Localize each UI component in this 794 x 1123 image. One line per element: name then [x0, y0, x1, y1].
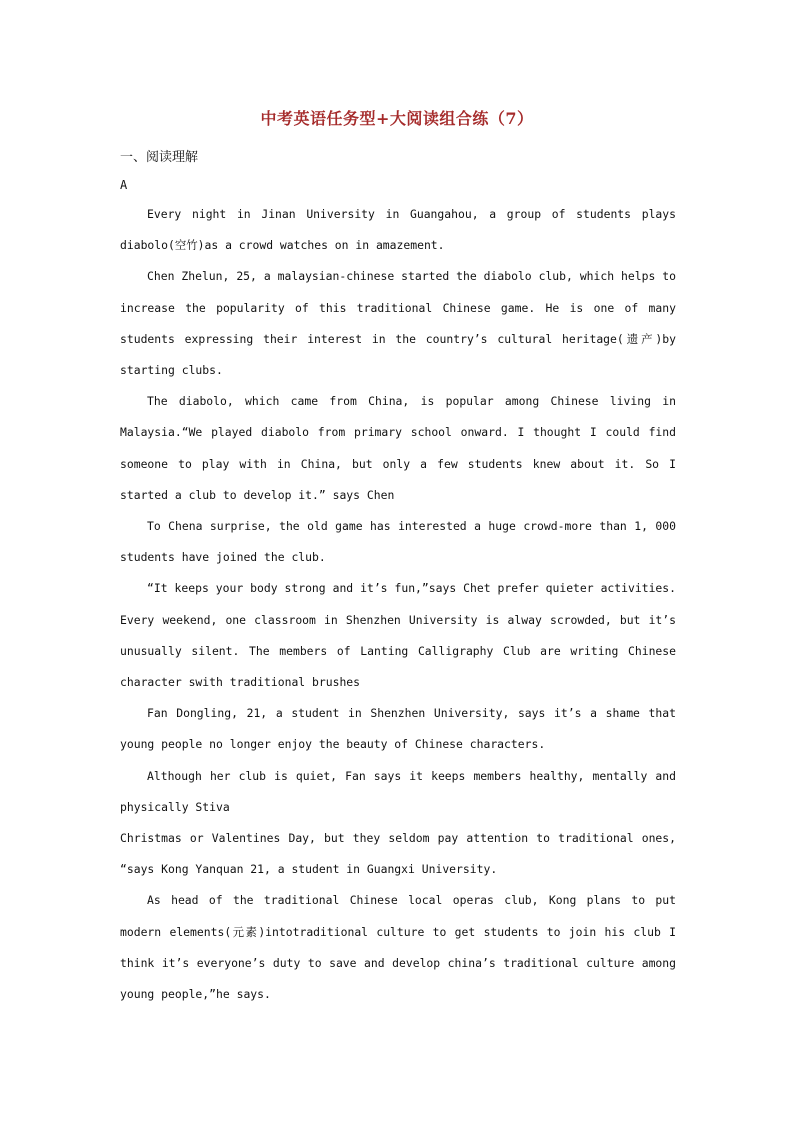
paragraph: Chen Zhelun, 25, a malaysian-chinese started the diabolo club, which helps to increase the popularity of this traditional Chinese game. He is one of many students expressing their interest in the country’s cultural heritage(遗产)by starting clubs.	[120, 269, 676, 378]
section-heading: 一、阅读理解	[120, 150, 199, 165]
paragraph: Fan Dongling, 21, a student in Shenzhen University, says it’s a shame that young people no longer enjoy the beauty of Chinese characters.	[120, 706, 676, 752]
paragraph: To Chena surprise, the old game has interested a huge crowd-more than 1, 000 students have joined the club.	[120, 519, 676, 565]
paragraph: Christmas or Valentines Day, but they seldom pay attention to traditional ones, “says Kong Yanquan 21, a student in Guangxi University.	[120, 831, 676, 877]
paragraph: Every night in Jinan University in Guangahou, a group of students plays diabolo(空竹)as a crowd watches on in amazement.	[120, 207, 676, 253]
paragraph: The diabolo, which came from China, is popular among Chinese living in Malaysia.“We played diabolo from primary school onward. I thought I could find someone to play with in China, but only a few students knew about it. So I started a club to develop it.” says Chen	[120, 394, 676, 502]
passage-body	[120, 199, 676, 1010]
page-title: 中考英语任务型+大阅读组合练（7）	[260, 109, 534, 128]
paragraph: As head of the traditional Chinese local operas club, Kong plans to put modern elements(元素)intotraditional culture to get students to join his club I think it’s everyone’s duty to save and develop china’s traditional culture among young people,”he says.	[120, 893, 676, 1002]
paragraph: Although her club is quiet, Fan says it keeps members healthy, mentally and physically Stiva	[120, 768, 676, 814]
passage-label: A	[120, 178, 128, 192]
paragraph: “It keeps your body strong and it’s fun,”says Chet prefer quieter activities. Every weekend, one classroom in Shenzhen University is alway scrowded, but it’s unusually silent. The members of Lanting Calligraphy Club are writing Chinese character swith traditional brushes	[120, 581, 676, 690]
